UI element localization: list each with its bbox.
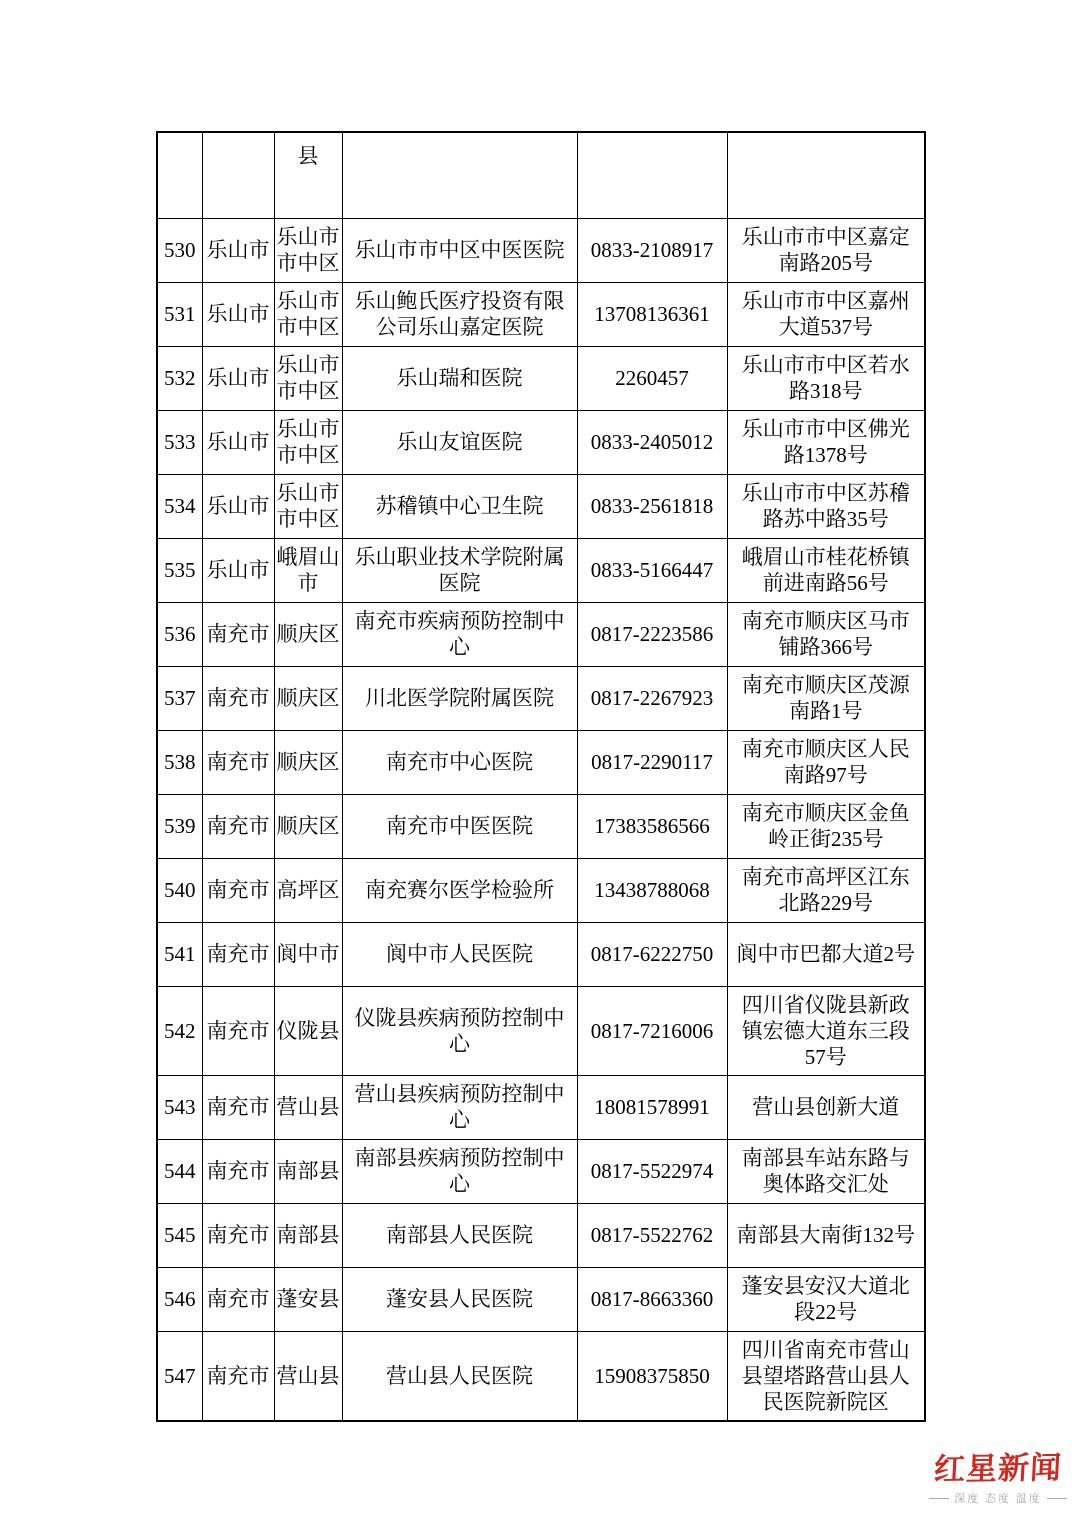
cell-no: 537 bbox=[157, 666, 202, 730]
cell-institution-name: 南充市中医医院 bbox=[342, 794, 577, 858]
table-row bbox=[157, 1267, 925, 1331]
cell-no: 542 bbox=[157, 986, 202, 1075]
cell-institution-name: 营山县疾病预防控制中心 bbox=[342, 1075, 577, 1139]
brand-tagline: 深度 态度 温度 bbox=[954, 1493, 1042, 1505]
cell-address: 南充市顺庆区马市铺路366号 bbox=[727, 602, 925, 666]
cell-city: 乐山市 bbox=[202, 474, 274, 538]
cell-district: 乐山市市中区 bbox=[274, 410, 342, 474]
table-row bbox=[157, 1331, 925, 1421]
cell-city: 乐山市 bbox=[202, 218, 274, 282]
cell-district: 阆中市 bbox=[274, 922, 342, 986]
cell-district: 营山县 bbox=[274, 1331, 342, 1421]
cell-phone: 0833-2108917 bbox=[577, 218, 727, 282]
cell-no: 545 bbox=[157, 1203, 202, 1267]
table-row bbox=[157, 922, 925, 986]
cell-no: 536 bbox=[157, 602, 202, 666]
cell-address: 乐山市市中区若水路318号 bbox=[727, 346, 925, 410]
cell-institution-name: 乐山瑞和医院 bbox=[342, 346, 577, 410]
cell-city: 南充市 bbox=[202, 858, 274, 922]
cell-district: 顺庆区 bbox=[274, 666, 342, 730]
table-row bbox=[157, 602, 925, 666]
cell-address: 峨眉山市桂花桥镇前进南路56号 bbox=[727, 538, 925, 602]
cell-no bbox=[157, 132, 202, 218]
cell-institution-name: 营山县人民医院 bbox=[342, 1331, 577, 1421]
cell-district: 乐山市市中区 bbox=[274, 218, 342, 282]
cell-institution-name bbox=[342, 132, 577, 218]
cell-address: 蓬安县安汉大道北段22号 bbox=[727, 1267, 925, 1331]
table-row-carryover bbox=[157, 132, 925, 218]
cell-city: 乐山市 bbox=[202, 538, 274, 602]
cell-city: 南充市 bbox=[202, 666, 274, 730]
cell-city: 南充市 bbox=[202, 1075, 274, 1139]
cell-district: 蓬安县 bbox=[274, 1267, 342, 1331]
cell-institution-name: 蓬安县人民医院 bbox=[342, 1267, 577, 1331]
cell-address: 南充市顺庆区金鱼岭正街235号 bbox=[727, 794, 925, 858]
cell-address: 营山县创新大道 bbox=[727, 1075, 925, 1139]
cell-address: 四川省南充市营山县望塔路营山县人民医院新院区 bbox=[727, 1331, 925, 1421]
cell-city bbox=[202, 132, 274, 218]
cell-phone: 17383586566 bbox=[577, 794, 727, 858]
cell-city: 乐山市 bbox=[202, 346, 274, 410]
cell-phone: 0817-2223586 bbox=[577, 602, 727, 666]
cell-phone: 13708136361 bbox=[577, 282, 727, 346]
cell-city: 南充市 bbox=[202, 794, 274, 858]
tagline-dash-right-icon bbox=[1047, 1498, 1067, 1499]
cell-institution-name: 川北医学院附属医院 bbox=[342, 666, 577, 730]
cell-district: 峨眉山市 bbox=[274, 538, 342, 602]
cell-district: 仪陇县 bbox=[274, 986, 342, 1075]
cell-no: 531 bbox=[157, 282, 202, 346]
cell-institution-name: 南充市疾病预防控制中心 bbox=[342, 602, 577, 666]
cell-address: 阆中市巴都大道2号 bbox=[727, 922, 925, 986]
cell-institution-name: 乐山市市中区中医医院 bbox=[342, 218, 577, 282]
cell-address: 南充市顺庆区人民南路97号 bbox=[727, 730, 925, 794]
table-row bbox=[157, 794, 925, 858]
cell-city: 南充市 bbox=[202, 730, 274, 794]
cell-district: 南部县 bbox=[274, 1203, 342, 1267]
cell-phone: 0817-6222750 bbox=[577, 922, 727, 986]
cell-phone bbox=[577, 132, 727, 218]
table-row bbox=[157, 1203, 925, 1267]
cell-address: 南充市顺庆区茂源南路1号 bbox=[727, 666, 925, 730]
cell-phone: 0833-2561818 bbox=[577, 474, 727, 538]
cell-city: 南充市 bbox=[202, 1203, 274, 1267]
cell-address: 乐山市市中区嘉州大道537号 bbox=[727, 282, 925, 346]
cell-institution-name: 苏稽镇中心卫生院 bbox=[342, 474, 577, 538]
cell-no: 543 bbox=[157, 1075, 202, 1139]
cell-no: 533 bbox=[157, 410, 202, 474]
table-row bbox=[157, 730, 925, 794]
cell-phone: 13438788068 bbox=[577, 858, 727, 922]
cell-address: 南部县大南街132号 bbox=[727, 1203, 925, 1267]
cell-phone: 2260457 bbox=[577, 346, 727, 410]
cell-district: 高坪区 bbox=[274, 858, 342, 922]
cell-institution-name: 南充市中心医院 bbox=[342, 730, 577, 794]
cell-institution-name: 乐山友谊医院 bbox=[342, 410, 577, 474]
table-row bbox=[157, 1139, 925, 1203]
cell-institution-name: 乐山职业技术学院附属医院 bbox=[342, 538, 577, 602]
cell-district: 顺庆区 bbox=[274, 602, 342, 666]
cell-city: 南充市 bbox=[202, 602, 274, 666]
cell-address: 乐山市市中区苏稽路苏中路35号 bbox=[727, 474, 925, 538]
cell-city: 南充市 bbox=[202, 1331, 274, 1421]
cell-institution-name: 南充赛尔医学检验所 bbox=[342, 858, 577, 922]
cell-address: 乐山市市中区嘉定南路205号 bbox=[727, 218, 925, 282]
cell-city: 乐山市 bbox=[202, 410, 274, 474]
cell-city: 南充市 bbox=[202, 1267, 274, 1331]
table-row bbox=[157, 346, 925, 410]
brand-tagline-row bbox=[928, 1490, 1068, 1506]
table-row bbox=[157, 218, 925, 282]
cell-no: 539 bbox=[157, 794, 202, 858]
cell-phone: 0817-7216006 bbox=[577, 986, 727, 1075]
cell-city: 南充市 bbox=[202, 1139, 274, 1203]
cell-phone: 0833-2405012 bbox=[577, 410, 727, 474]
cell-address: 乐山市市中区佛光路1378号 bbox=[727, 410, 925, 474]
cell-district: 营山县 bbox=[274, 1075, 342, 1139]
table-row bbox=[157, 282, 925, 346]
cell-city: 南充市 bbox=[202, 922, 274, 986]
cell-no: 540 bbox=[157, 858, 202, 922]
cell-no: 535 bbox=[157, 538, 202, 602]
cell-phone: 0817-2290117 bbox=[577, 730, 727, 794]
cell-phone: 0817-5522974 bbox=[577, 1139, 727, 1203]
cell-address bbox=[727, 132, 925, 218]
table-row bbox=[157, 986, 925, 1075]
cell-address: 南部县车站东路与奥体路交汇处 bbox=[727, 1139, 925, 1203]
cell-phone: 15908375850 bbox=[577, 1331, 727, 1421]
cell-no: 546 bbox=[157, 1267, 202, 1331]
table-row bbox=[157, 1075, 925, 1139]
cell-no: 547 bbox=[157, 1331, 202, 1421]
cell-no: 532 bbox=[157, 346, 202, 410]
cell-address: 四川省仪陇县新政镇宏德大道东三段57号 bbox=[727, 986, 925, 1075]
medical-institutions-table bbox=[156, 131, 926, 1422]
cell-phone: 18081578991 bbox=[577, 1075, 727, 1139]
cell-institution-name: 乐山鲍氏医疗投资有限公司乐山嘉定医院 bbox=[342, 282, 577, 346]
cell-no: 530 bbox=[157, 218, 202, 282]
cell-no: 541 bbox=[157, 922, 202, 986]
cell-district: 南部县 bbox=[274, 1139, 342, 1203]
cell-address: 南充市高坪区江东北路229号 bbox=[727, 858, 925, 922]
cell-phone: 0817-8663360 bbox=[577, 1267, 727, 1331]
cell-institution-name: 南部县疾病预防控制中心 bbox=[342, 1139, 577, 1203]
footer-logo bbox=[928, 1449, 1068, 1506]
table-row bbox=[157, 858, 925, 922]
cell-city: 南充市 bbox=[202, 986, 274, 1075]
cell-district: 乐山市市中区 bbox=[274, 474, 342, 538]
cell-phone: 0817-5522762 bbox=[577, 1203, 727, 1267]
tagline-dash-left-icon bbox=[929, 1498, 949, 1499]
cell-institution-name: 仪陇县疾病预防控制中心 bbox=[342, 986, 577, 1075]
cell-district: 顺庆区 bbox=[274, 794, 342, 858]
cell-institution-name: 阆中市人民医院 bbox=[342, 922, 577, 986]
cell-phone: 0817-2267923 bbox=[577, 666, 727, 730]
cell-no: 538 bbox=[157, 730, 202, 794]
cell-phone: 0833-5166447 bbox=[577, 538, 727, 602]
cell-district: 乐山市市中区 bbox=[274, 282, 342, 346]
cell-institution-name: 南部县人民医院 bbox=[342, 1203, 577, 1267]
cell-district: 县 bbox=[274, 132, 342, 218]
table-row bbox=[157, 474, 925, 538]
table-row bbox=[157, 538, 925, 602]
cell-district: 乐山市市中区 bbox=[274, 346, 342, 410]
table-row bbox=[157, 410, 925, 474]
cell-no: 544 bbox=[157, 1139, 202, 1203]
cell-district: 顺庆区 bbox=[274, 730, 342, 794]
table-row bbox=[157, 666, 925, 730]
brand-logo-text: 红星新闻 bbox=[933, 1449, 1063, 1488]
cell-no: 534 bbox=[157, 474, 202, 538]
cell-city: 乐山市 bbox=[202, 282, 274, 346]
